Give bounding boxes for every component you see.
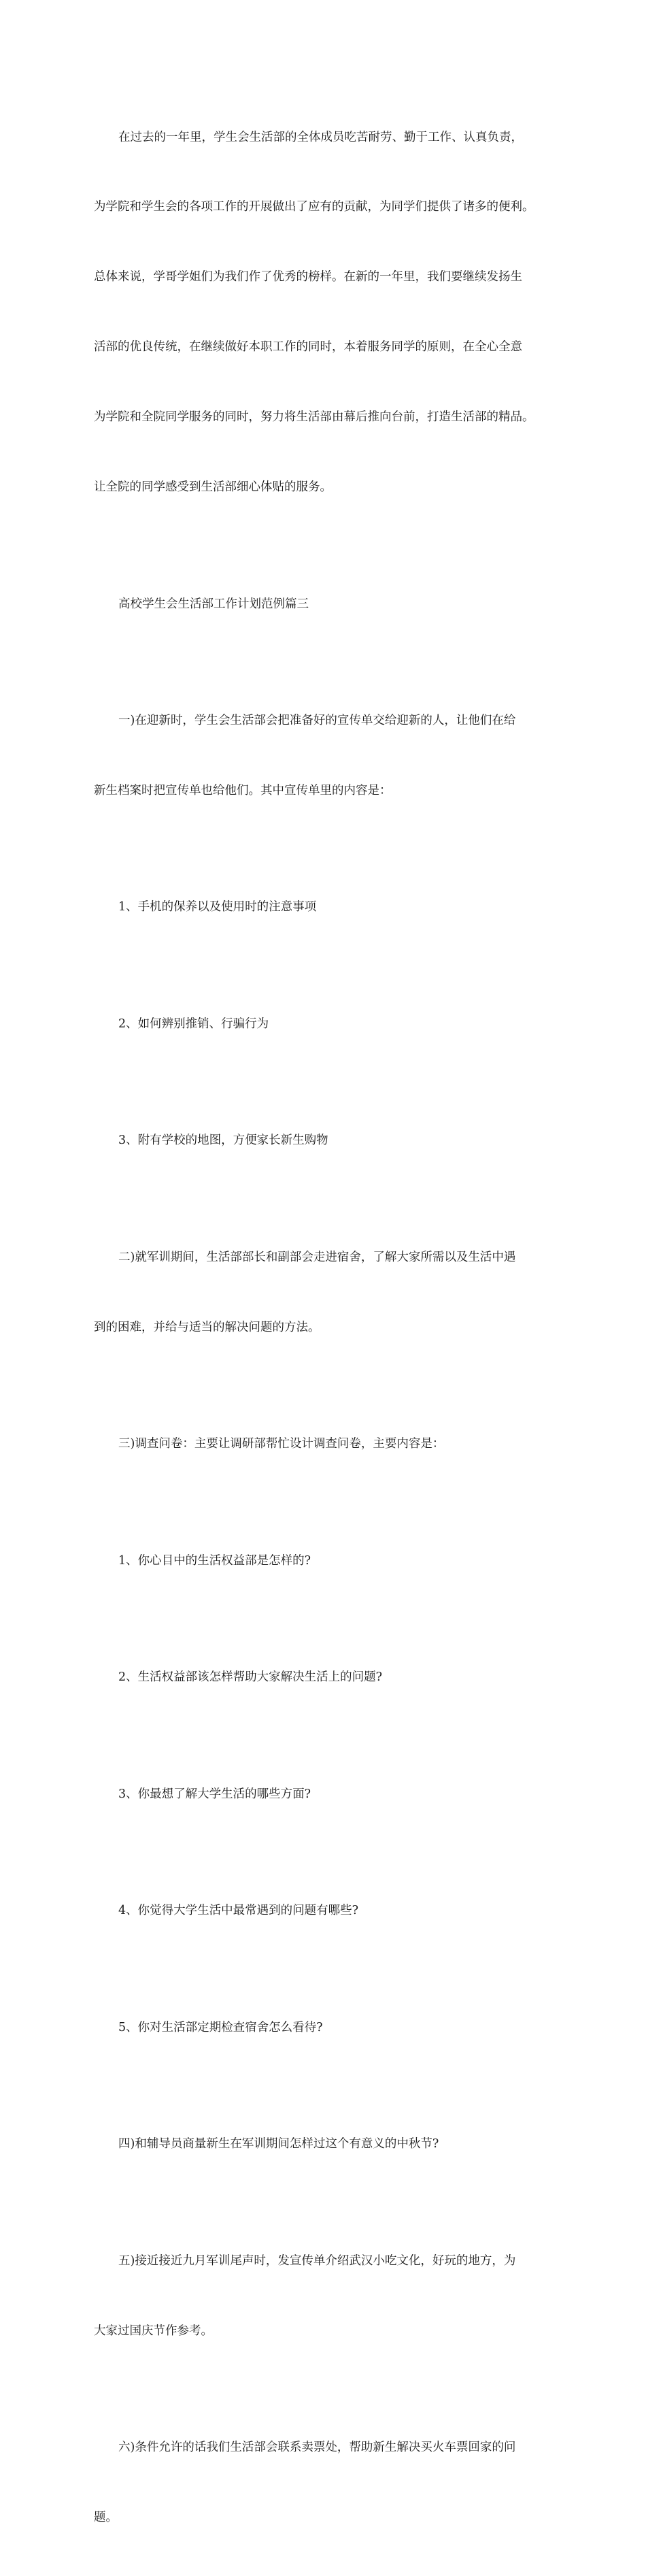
list-item — [94, 1853, 563, 1969]
text-line: 到的困难，并给与适当的解决问题的方法。 — [94, 1320, 320, 1334]
text-line: 4、你觉得大学生活中最常遇到的问题有哪些? — [118, 1904, 359, 1918]
section-heading — [94, 546, 563, 662]
paragraph-item-1 — [94, 662, 563, 848]
list-item — [94, 1502, 563, 1619]
text-line: 四)和辅导员商量新生在军训期间怎样过这个有意义的中秋节? — [118, 2137, 439, 2151]
text-line: 为学院和全院同学服务的同时，努力将生活部由幕后推向台前，打造生活部的精品。 — [94, 410, 534, 425]
paragraph-item-3 — [94, 1386, 563, 1502]
text-line: 题。 — [94, 2510, 118, 2524]
paragraph-item-6 — [94, 2389, 563, 2575]
text-line: 新生档案时把宣传单也给他们。其中宣传单里的内容是： — [94, 783, 392, 797]
text-line: 3、你最想了解大学生活的哪些方面? — [118, 1787, 311, 1801]
list-item — [94, 1969, 563, 2085]
paragraph-item-4 — [94, 2086, 563, 2202]
text-line: 3、附有学校的地图，方便家长新生购物 — [118, 1134, 328, 1148]
paragraph-item-5 — [94, 2202, 563, 2389]
text-line: 活部的优良传统，在继续做好本职工作的同时，本着服务同学的原则，在全心全意 — [94, 340, 522, 354]
paragraph-item-2 — [94, 1199, 563, 1385]
text-line: 总体来说，学哥学姐们为我们作了优秀的榜样。在新的一年里，我们要继续发扬生 — [94, 270, 522, 284]
list-item — [94, 1736, 563, 1852]
text-line: 1、你心目中的生活权益部是怎样的? — [118, 1553, 311, 1568]
list-item — [94, 1619, 563, 1736]
text-line: 在过去的一年里，学生会生活部的全体成员吃苦耐劳、勤于工作、认真负责， — [118, 130, 523, 144]
paragraph-intro — [94, 79, 563, 546]
text-line: 2、生活权益部该怎样帮助大家解决生活上的问题? — [118, 1670, 383, 1685]
list-item — [94, 1083, 563, 1199]
text-line: 1、手机的保养以及使用时的注意事项 — [118, 900, 317, 914]
document-body — [94, 79, 563, 2576]
text-line: 六)条件允许的话我们生活部会联系卖票处，帮助新生解决买火车票回家的问 — [118, 2440, 516, 2454]
list-item — [94, 965, 563, 1082]
text-line: 三)调查问卷：主要让调研部帮忙设计调查问卷，主要内容是： — [118, 1437, 445, 1451]
heading-line: 高校学生会生活部工作计划范例篇三 — [118, 597, 309, 611]
text-line: 2、如何辨别推销、行骗行为 — [118, 1017, 269, 1031]
text-line: 为学院和学生会的各项工作的开展做出了应有的贡献，为同学们提供了诸多的便利。 — [94, 200, 534, 214]
list-item — [94, 849, 563, 965]
text-line: 五)接近接近九月军训尾声时，发宣传单介绍武汉小吃文化，好玩的地方，为 — [118, 2253, 516, 2268]
text-line: 二)就军训期间，生活部部长和副部会走进宿舍，了解大家所需以及生活中遇 — [118, 1250, 516, 1264]
text-line: 一)在迎新时，学生会生活部会把准备好的宣传单交给迎新的人，让他们在给 — [118, 714, 516, 728]
text-line: 大家过国庆节作参考。 — [94, 2324, 213, 2338]
text-line: 让全院的同学感受到生活部细心体贴的服务。 — [94, 480, 332, 495]
text-line: 5、你对生活部定期检查宿舍怎么看待? — [118, 2020, 323, 2034]
